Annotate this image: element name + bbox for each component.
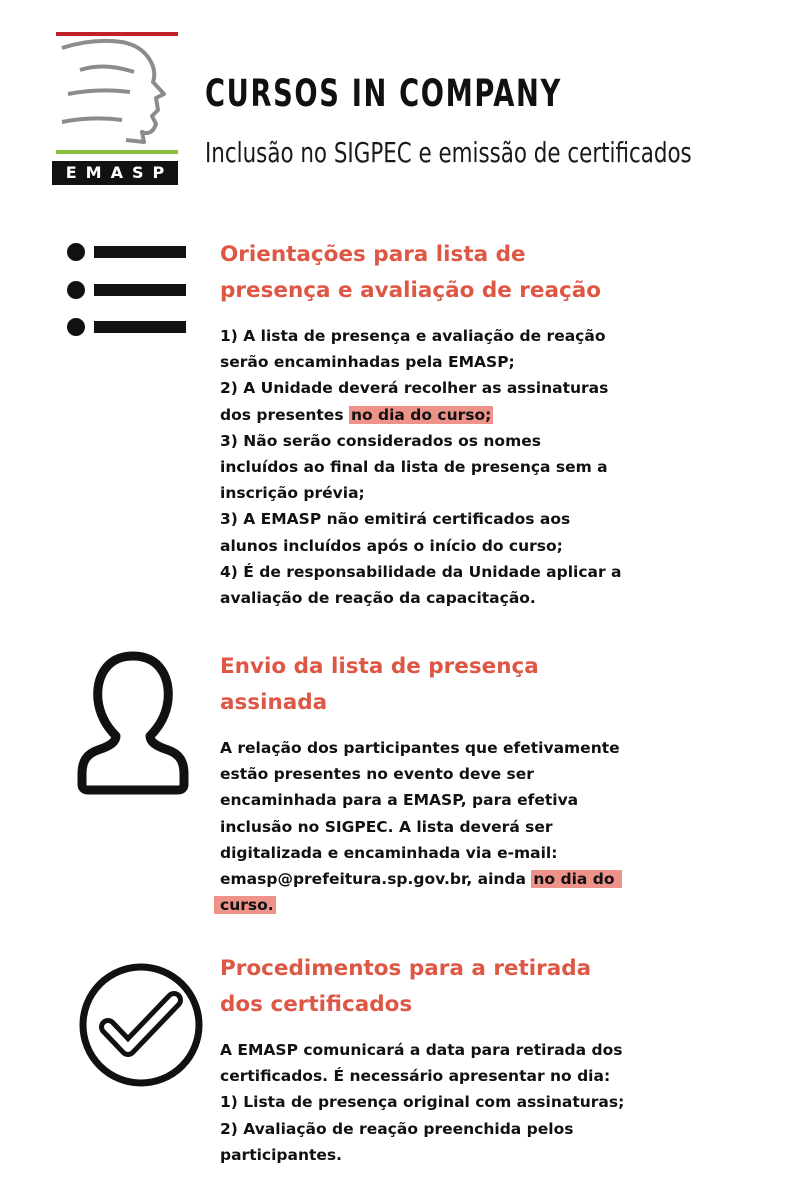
logo-stroke-1 [80, 66, 134, 72]
email-text: emasp@prefeitura.sp.gov.br, ainda [220, 870, 532, 889]
page-subtitle: Inclusão no SIGPEC e emissão de certificados [205, 136, 692, 169]
highlight-text: no dia do curso; [350, 405, 492, 424]
section-body: A relação dos participantes que efetivamente estão presentes no evento deve ser encaminhada para a EMASP, para efetiva inclusão no SIGPEC. A lista deverá ser digitalizada e encaminhada via e-mail: emasp@prefeitura.sp.gov.br, ainda no dia do curso. [220, 735, 650, 918]
check-circle-icon [78, 962, 208, 1092]
logo-stroke-3 [62, 118, 122, 122]
section-heading: Envio da lista de presença assinada [220, 654, 539, 715]
highlight-text: no dia do [533, 870, 620, 889]
section-attendance-guidelines [220, 237, 650, 611]
logo-stroke-2 [68, 90, 130, 94]
page-title: CURSOS IN COMPANY [205, 72, 562, 115]
section-heading: Orientações para lista de presença e avaliação de reação [220, 242, 602, 303]
highlight-text: curso. [214, 896, 276, 914]
section-heading: Procedimentos para a retirada dos certificados [220, 956, 592, 1017]
list-icon [64, 240, 188, 340]
user-icon [76, 650, 190, 796]
section-send-signed-list [220, 649, 650, 918]
section-body: A EMASP comunicará a data para retirada dos certificados. É necessário apresentar no dia: 1) Lista de presença original com assinaturas; 2) Avaliação de reação preenchida pelos participantes. [220, 1041, 625, 1164]
section-body: 1) A lista de presença e avaliação de reação serão encaminhadas pela EMASP; 2) A Unidade deverá recolher as assinaturas dos presentes no dia do curso; 3) Não serão considerados os nomes incluídos ao final da lista de presença sem a inscrição prévia; 3) A EMASP não emitirá certificados aos alunos incluídos após o início do curso; 4) É de responsabilidade da Unidade aplicar a avaliação de reação da capacitação. [220, 327, 622, 608]
logo-text: EMASP [52, 161, 178, 185]
section-certificate-pickup [220, 951, 650, 1168]
